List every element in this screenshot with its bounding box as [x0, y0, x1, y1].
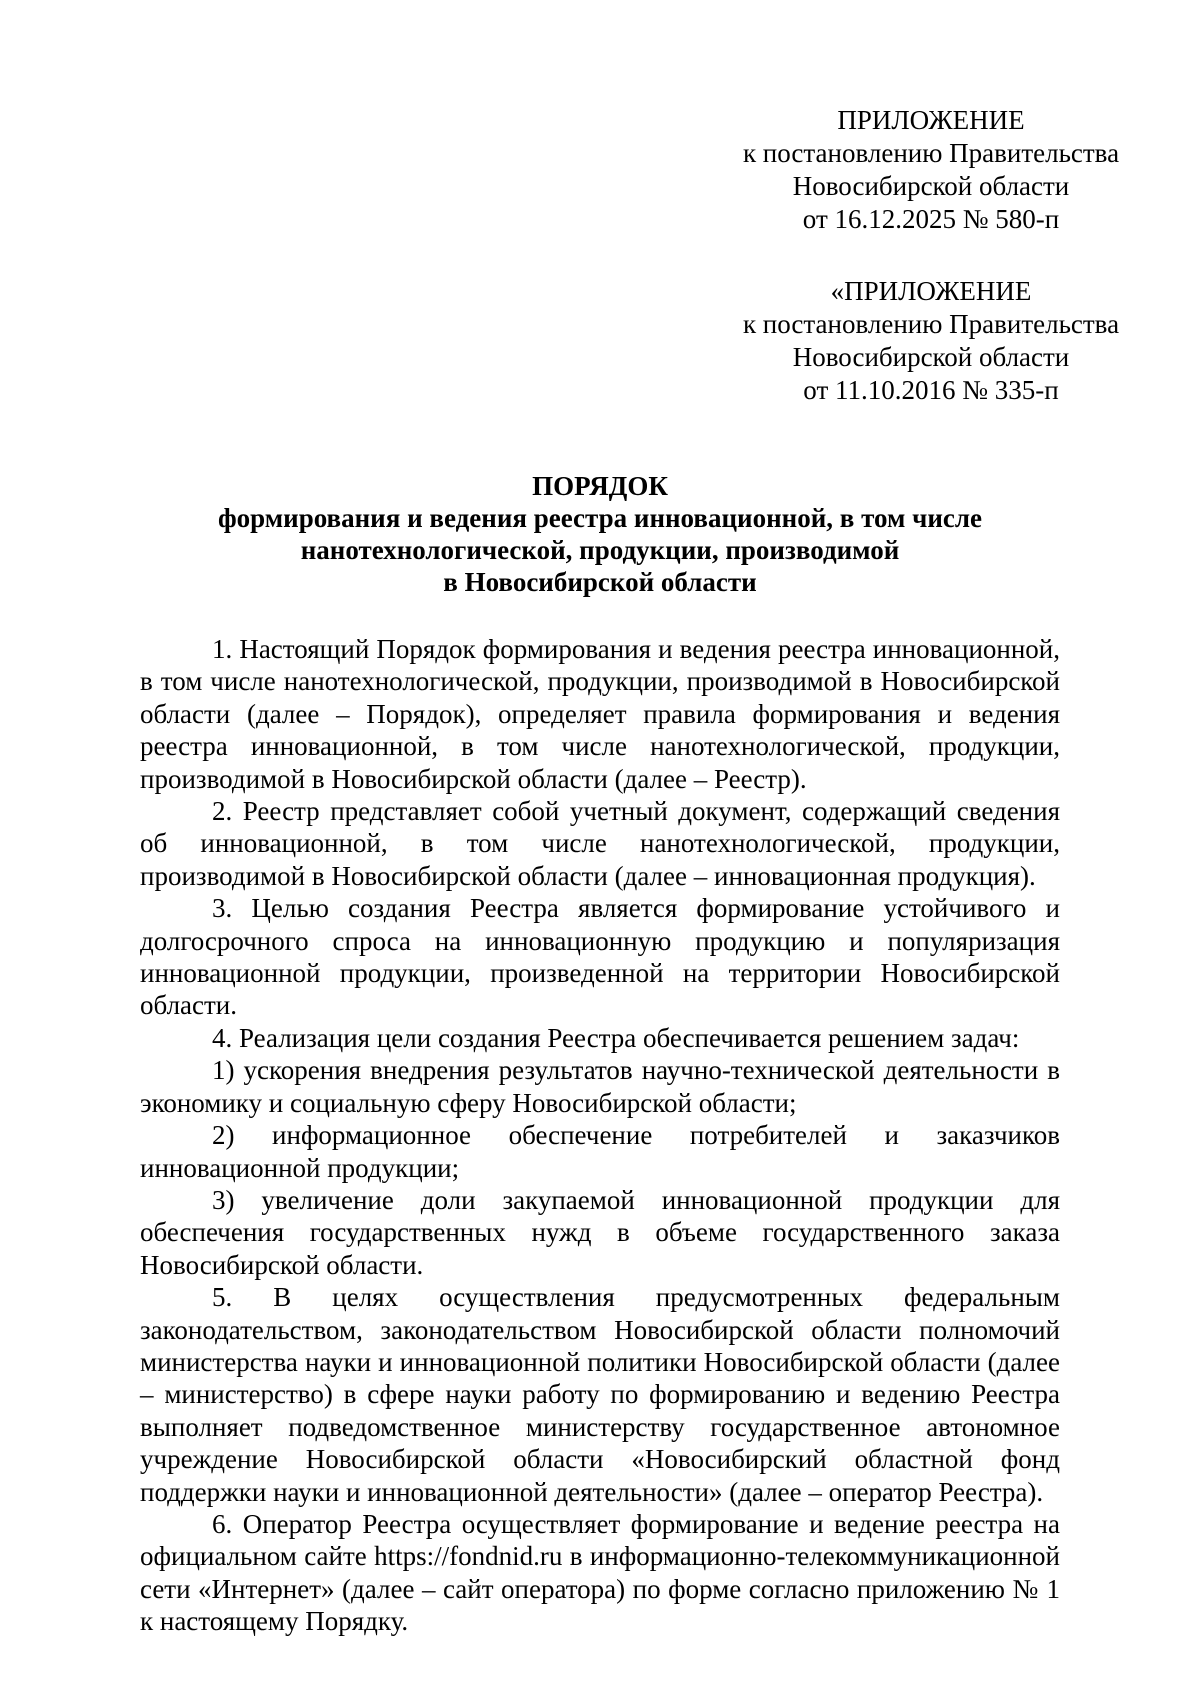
document-title	[140, 470, 1060, 598]
paragraph-5: 5. В целях осуществления предусмотренных федеральным законодательством, законодательством Новосибирской области полномочий министерства науки и инновационной политики Новосибирской области (далее – министерство) в сфере науки работу по формированию и ведению Реестра выполняет подведомственное министерству государственное автономное учреждение Новосибирской области «Новосибирский областной фонд поддержки науки и инновационной деятельности» (далее – оператор Реестра).	[140, 1282, 1060, 1507]
document-body	[140, 633, 1060, 1638]
appendix-previous-line-2: Новосибирской области	[792, 342, 1070, 372]
title-line-2: нанотехнологической, продукции, производимой	[300, 535, 900, 565]
paragraph-4-task-1: 1) ускорения внедрения результатов научно-технической деятельности в экономику и социальную сферу Новосибирской области;	[140, 1055, 1060, 1118]
appendix-current-line-2: Новосибирской области	[792, 171, 1070, 201]
paragraph-4-task-2: 2) информационное обеспечение потребителей и заказчиков инновационной продукции;	[140, 1120, 1060, 1183]
appendix-previous-heading: «ПРИЛОЖЕНИЕ	[830, 276, 1032, 306]
paragraph-2: 2. Реестр представляет собой учетный документ, содержащий сведения об инновационной, в том числе нанотехнологической, продукции, производимой в Новосибирской области (далее – инновационная продукция).	[140, 796, 1060, 891]
appendix-current-line-3: от 16.12.2025 № 580-п	[802, 204, 1060, 234]
appendix-previous-line-3: от 11.10.2016 № 335-п	[803, 375, 1059, 405]
title-line-3: в Новосибирской области	[443, 567, 757, 597]
title-line-1: формирования и ведения реестра инновационной, в том числе	[217, 503, 983, 533]
appendix-current-block	[726, 104, 1136, 236]
appendix-current-line-1: к постановлению Правительства	[742, 138, 1120, 168]
paragraph-4: 4. Реализация цели создания Реестра обеспечивается решением задач:	[212, 1022, 1020, 1053]
paragraph-4-task-3: 3) увеличение доли закупаемой инновационной продукции для обеспечения государственных нужд в объеме государственного заказа Новосибирской области.	[140, 1184, 1060, 1280]
paragraph-1: 1. Настоящий Порядок формирования и ведения реестра инновационной, в том числе нанотехнологической, продукции, производимой в Новосибирской области (далее – Порядок), определяет правила формирования и ведения реестра инновационной, в том числе нанотехнологической, продукции, производимой в Новосибирской области (далее – Реестр).	[140, 634, 1060, 794]
title-main: ПОРЯДОК	[532, 471, 668, 501]
appendix-previous-line-1: к постановлению Правительства	[742, 309, 1120, 339]
paragraph-3: 3. Целью создания Реестра является формирование устойчивого и долгосрочного спроса на инновационную продукцию и популяризация инновационной продукции, произведенной на территории Новосибирской области.	[140, 893, 1060, 1021]
paragraph-6: 6. Оператор Реестра осуществляет формирование и ведение реестра на официальном сайте https://fondnid.ru в информационно-телекоммуникационной сети «Интернет» (далее – сайт оператора) по форме согласно приложению № 1 к настоящему Порядку.	[140, 1508, 1060, 1637]
appendix-current-heading: ПРИЛОЖЕНИЕ	[837, 105, 1025, 135]
appendix-previous-block	[726, 275, 1136, 407]
